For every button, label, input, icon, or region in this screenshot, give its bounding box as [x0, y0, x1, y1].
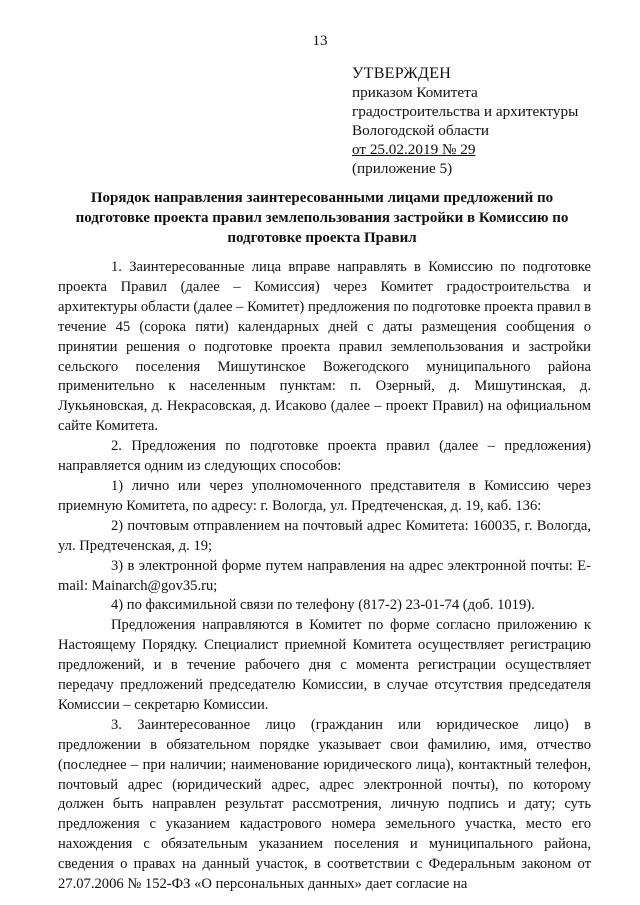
approval-stamp-block	[352, 64, 622, 178]
title-line-2: подготовке проекта правил землепользования застройки в Комиссию по	[75, 210, 569, 226]
title-line-3: подготовке проекта Правил	[227, 230, 417, 246]
paragraph-2: 2. Предложения по подготовке проекта правил (далее – предложения) направляется одним из следующих способов:	[58, 438, 591, 475]
paragraph-3: 3. Заинтересованное лицо (гражданин или юридическое лицо) в предложении в обязательном порядке указывает свои фамилию, имя, отчество (последнее – при наличии; наименование юридического лица), контактный телефон, почтовый адрес (юридический адрес, адрес электронной почты), по которому должен быть направлен результат рассмотрения, личную подпись и дату; суть предложения с указанием кадастрового номера земельного участка, место его нахождения с обязательным указанием поселения и муниципального района, сведения о правах на данный участок, в соответствии с Федеральным законом от 27.07.2006 № 152-ФЗ «О персональных данных» дает согласие на	[58, 716, 591, 893]
approval-appendix: (приложение 5)	[352, 160, 453, 177]
paragraph-2-item-3: 3) в электронной форме путем направления на адрес электронной почты: E-mail: Mainarch@gov35.ru;	[58, 557, 591, 594]
approval-line-2: градостроительства и архитектуры	[352, 103, 579, 120]
page-number: 13	[312, 33, 328, 49]
paragraph-2-item-4: 4) по факсимильной связи по телефону (817-2) 23-01-74 (доб. 1019).	[111, 597, 535, 614]
approval-line-1: приказом Комитета	[352, 84, 478, 101]
document-body	[58, 258, 591, 895]
approval-date-line: от 25.02.2019 № 29	[352, 141, 476, 158]
approval-line-3: Вологодской области	[352, 122, 490, 139]
title-line-1: Порядок направления заинтересованными лицами предложений по	[90, 190, 554, 206]
paragraph-1: 1. Заинтересованные лица вправе направлять в Комиссию по подготовке проекта Правил (далее – Комиссия) через Комитет градостроительства и архитектуры области (далее – Комитет) предложения по подготовке проекта правил в течение 45 (сорока пяти) календарных дней с даты размещения сообщения о принятии решения о подготовке проекта правил землепользования и застройки сельского поселения Мишутинское Вожегодского муниципального района применительно к населенным пунктам: п. Озерный, д. Мишутинская, д. Лукьяновская, д. Некрасовская, д. Исаково (далее – проект Правил) на официальном сайте Комитета.	[58, 259, 591, 435]
paragraph-2-item-2: 2) почтовым отправлением на почтовый адрес Комитета: 160035, г. Вологда, ул. Предтеченская, д. 19;	[58, 517, 591, 554]
document-title	[62, 188, 582, 248]
paragraph-2-note: Предложения направляются в Комитет по форме согласно приложению к Настоящему Порядку. Специалист приемной Комитета осуществляет регистрацию предложений, и в течение рабочего дня с момента регистрации осуществляет передачу предложений председателю Комиссии, в случае отсутствия председателя Комиссии – секретарю Комиссии.	[58, 617, 591, 713]
paragraph-2-item-1: 1) лично или через уполномоченного представителя в Комиссию через приемную Комитета, по адресу: г. Вологда, ул. Предтеченская, д. 19, каб. 136:	[58, 477, 591, 514]
approval-heading: УТВЕРЖДЕН	[352, 65, 452, 82]
